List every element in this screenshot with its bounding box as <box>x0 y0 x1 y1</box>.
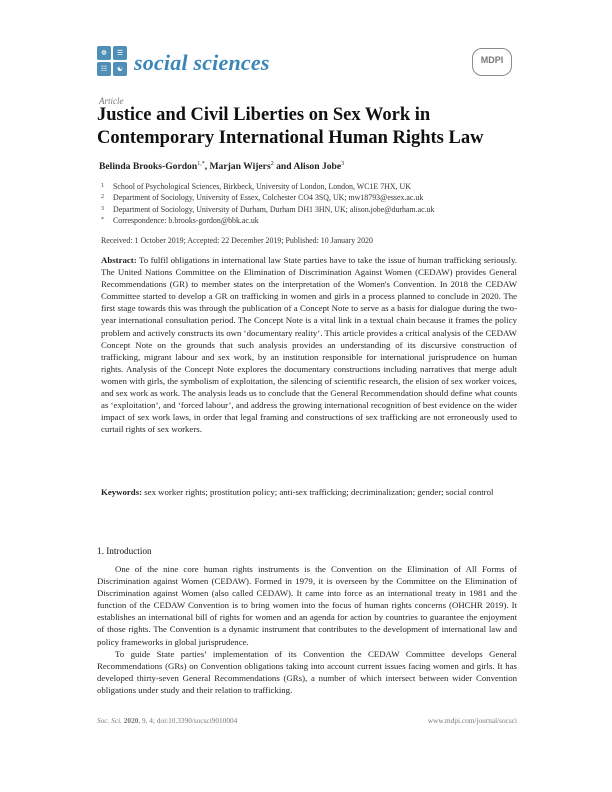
affiliation-item <box>101 192 521 203</box>
abstract-label: Abstract: <box>101 255 137 265</box>
logo-cell: ☷ <box>97 62 111 76</box>
author-separator: , <box>204 161 210 173</box>
author-name: Marjan Wijers <box>209 161 271 173</box>
author-name: Belinda Brooks-Gordon <box>99 161 198 173</box>
correspondence-text: Correspondence: b.brooks-gordon@bbk.ac.uk <box>113 215 259 225</box>
affiliation-mark: 2 <box>101 194 104 201</box>
affiliation-text: School of Psychological Sciences, Birkbeck, University of London, London, WC1E 7HX, UK <box>113 182 411 191</box>
journal-logo-icon <box>97 46 127 76</box>
abstract <box>101 254 517 435</box>
affiliation-mark: 1 <box>101 183 104 189</box>
body-paragraph: To guide State parties’ implementation of its Convention the CEDAW Committee develops General Recommendations (GRs) on Convention obligations taking into account current issues facing women and girls. It has developed thirty-seven General Recommendations (GRs), a number of which intersect between wider Convention obligations under study and their relation to trafficking. <box>97 648 517 695</box>
article-type: Article <box>99 96 124 106</box>
logo-cell: ☰ <box>113 46 127 60</box>
section-heading: 1. Introduction <box>97 546 152 556</box>
publication-dates: Received: 1 October 2019; Accepted: 22 December 2019; Published: 10 January 2020 <box>101 236 373 245</box>
mdpi-logo-icon <box>472 48 512 76</box>
author-separator: and <box>273 161 294 173</box>
keywords-label: Keywords: <box>101 487 143 497</box>
citation-year: 2020 <box>123 716 139 725</box>
journal-abbrev: Soc. Sci. <box>97 716 122 725</box>
author-list <box>99 161 344 172</box>
keywords <box>101 486 517 498</box>
author-affil-mark: 2 <box>270 161 274 167</box>
affiliation-mark: * <box>101 216 104 223</box>
author-affil-mark: 3 <box>341 161 345 167</box>
affiliation-item <box>101 181 521 192</box>
section-body <box>97 563 517 696</box>
body-paragraph: One of the nine core human rights instruments is the Convention on the Elimination of All Forms of Discrimination against Women (CEDAW). Formed in 1979, it is overseen by the Committee on the Elimination of Discrimination against Women (also called CEDAW). It came into force as an international treaty in 1981 and the function of the CEDAW Convention is to bring women into the focus of human rights concerns (OHCHR 2019). It establishes an international bill of rights for women and an agenda for action by countries to guarantee the enjoyment of those rights. The Convention is a dynamic instrument that contributes to the development of international law and policy frameworks in global jurisprudence. <box>97 564 517 647</box>
journal-url[interactable]: www.mdpi.com/journal/socsci <box>427 716 517 725</box>
affiliation-item <box>101 215 521 226</box>
keywords-text: sex worker rights; prostitution policy; anti-sex trafficking; decriminalization; gender; social control <box>144 487 494 497</box>
publisher-name: MDPI <box>480 55 504 65</box>
affiliation-text: Department of Sociology, University of Essex, Colchester CO4 3SQ, UK; mw18793@essex.ac.uk <box>113 193 424 203</box>
journal-header <box>97 46 517 82</box>
journal-name: social sciences <box>134 50 270 75</box>
article-title: Justice and Civil Liberties on Sex Work in Contemporary International Human Rights Law <box>97 105 484 148</box>
author-name: Alison Jobe <box>293 161 342 173</box>
citation-rest: , 9, 4; doi:10.3390/socsci9010004 <box>138 716 238 725</box>
abstract-text: To fulfil obligations in international law State parties have to take the issue of human trafficking seriously. The United Nations Committee on the Elimination of Discrimination Against Women (CEDAW) provides General Recommendations (GR) to member states on the interpretation of the Women's Convention. In 2018 the CEDAW Committee started to develop a GR on trafficking in women and girls in a process planned to conclude in 2020. The first stage towards this was through the publication of a Concept Note to serve as a basis for dialogue during the two-year international consultation period. The Concept Note is a vital link in a textual chain because it frames the policy problem and actively constructs its own ‘documentary reality’. This article provides a critical analysis of the CEDAW Concept Note on the grounds that such analysis provides an understanding of its discursive construction of trafficking, migrant labour and sex work, by an institution responsible for international jurisprudence on human rights. Analysis of the Concept Note explores the documentary constructions including narratives that merge adult women with girls, the symbolism of exploitation, the silencing of scientific research, the elision of sex worker voices, and sex work as work. The analysis leads us to conclude that the General Recommendation should define what counts as ‘exploitation’, and ‘forced labour’, and address the growing international recognition of best evidence on the wider impact of sex work laws, in order that legal framing and constructions of sex trafficking are not erroneously used to curtail rights of sex workers. <box>101 255 518 435</box>
affiliation-list <box>101 181 521 226</box>
affiliation-item <box>101 204 521 215</box>
author-affil-mark: 1,* <box>197 161 205 167</box>
logo-cell: ☸ <box>97 46 111 60</box>
affiliation-text: Department of Sociology, University of Durham, Durham DH1 3HN, UK; alison.jobe@durham.ac.uk <box>113 204 435 214</box>
citation <box>97 716 237 725</box>
logo-cell: ☯ <box>113 62 127 76</box>
affiliation-mark: 3 <box>101 205 104 212</box>
